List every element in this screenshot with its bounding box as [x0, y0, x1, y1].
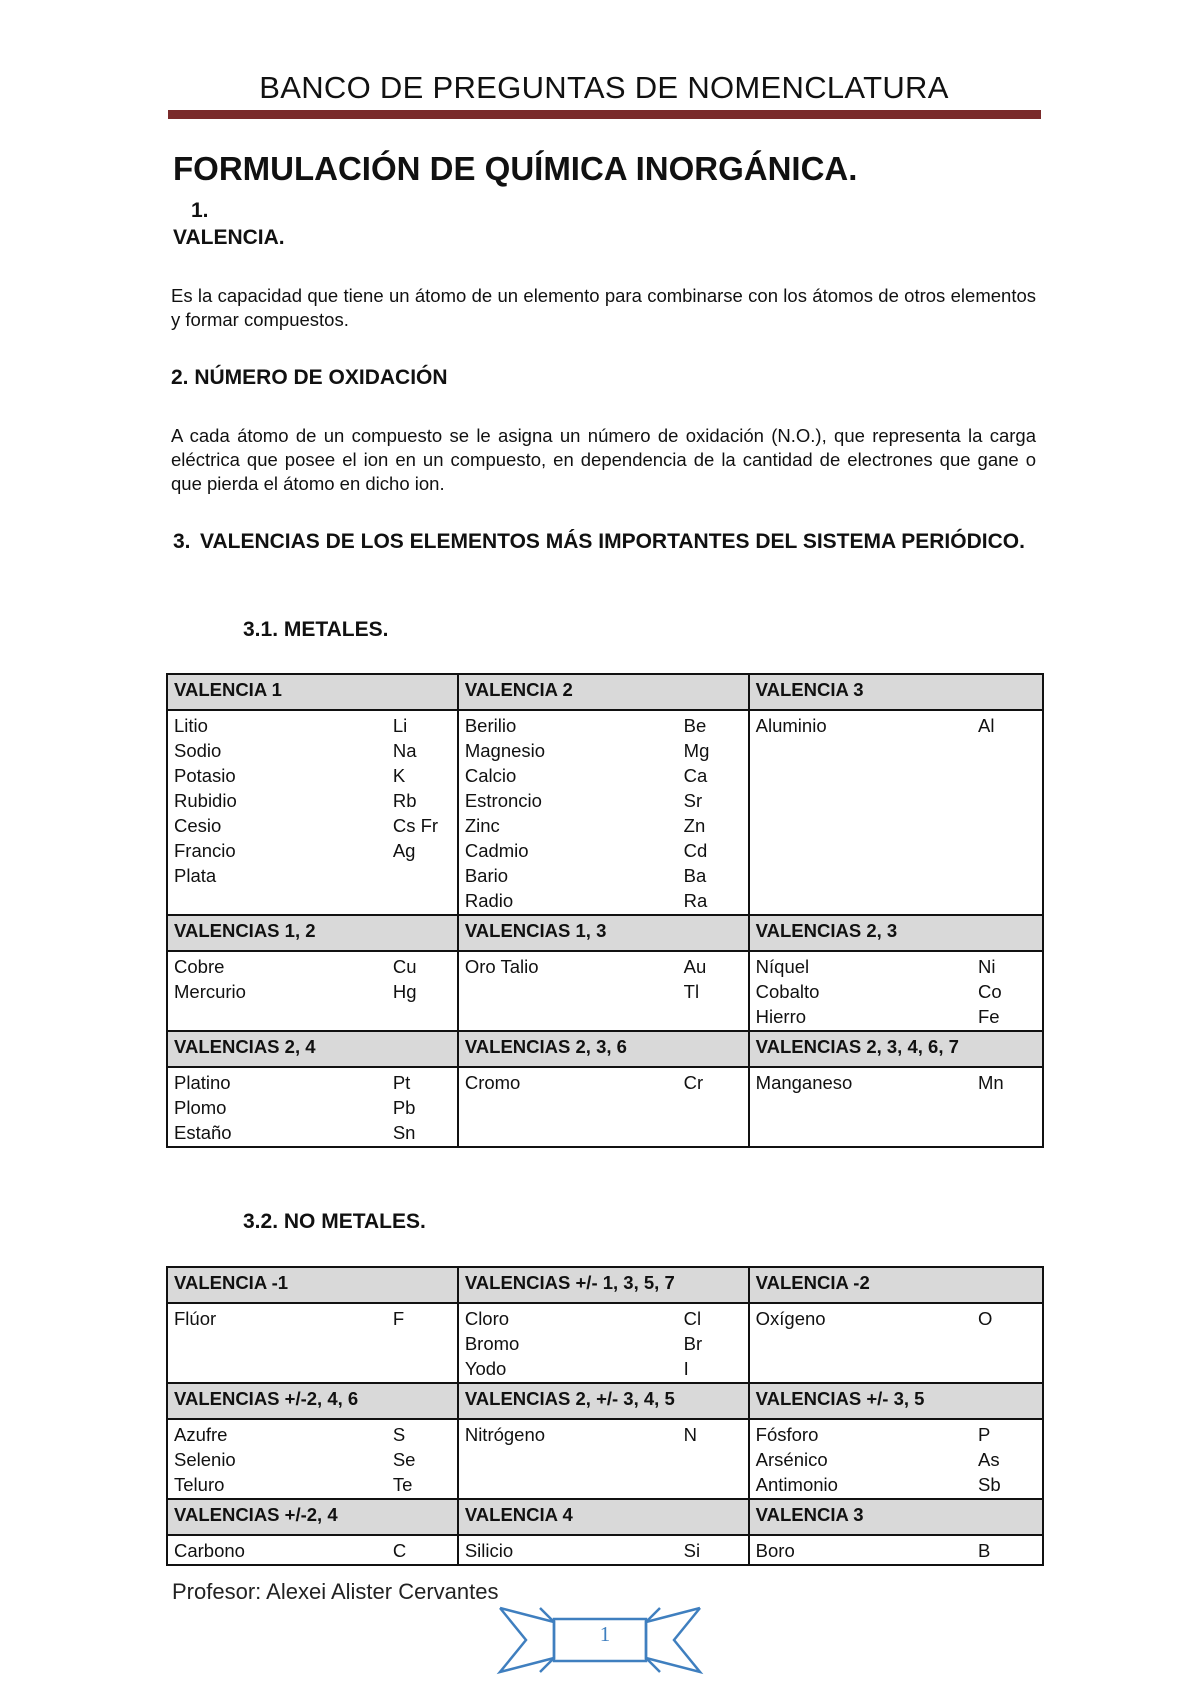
- metales-body-row: [167, 710, 1043, 915]
- element-symbol: K: [392, 765, 406, 786]
- element-symbol: B: [978, 1540, 991, 1561]
- element-name: Yodo: [464, 1358, 507, 1379]
- metales-group-cell: [749, 951, 1043, 1031]
- element-symbol: C: [392, 1540, 407, 1561]
- element-symbol: Cd: [683, 840, 708, 861]
- element-name: Berilio: [464, 715, 517, 736]
- element-symbol: Zn: [683, 815, 706, 836]
- element-entry: [465, 1538, 742, 1563]
- section-2-paragraph: A cada átomo de un compuesto se le asigna un número de oxidación (N.O.), que representa la carga eléctrica que posee el ion en un compuesto, en dependencia de la cantidad de electrones que gane o que pierda el átomo en dicho ion.: [171, 425, 1036, 494]
- metales-group-cell: [749, 1067, 1043, 1147]
- metales-group-cell: [167, 710, 458, 915]
- metales-body-row: [167, 1067, 1043, 1147]
- no-metales-group-cell: [458, 1419, 749, 1499]
- no-metales-group-cell: [458, 1535, 749, 1565]
- no-metales-group-title: VALENCIAS +/-2, 4: [167, 1499, 458, 1535]
- element-entry: [756, 979, 1036, 1004]
- element-symbol: Ni: [978, 956, 996, 977]
- section-3-number: 3.: [173, 530, 191, 553]
- element-name: Nitrógeno: [464, 1424, 546, 1445]
- element-symbol: Tl: [683, 981, 700, 1002]
- element-name: Cloro: [464, 1308, 510, 1329]
- element-name: Zinc: [464, 815, 500, 836]
- no-metales-body-row: [167, 1535, 1043, 1565]
- element-name: Oxígeno: [755, 1308, 826, 1329]
- element-entry: [465, 979, 742, 1004]
- element-entry: [174, 1070, 451, 1095]
- element-entry: [756, 1472, 1036, 1497]
- metales-group-title: VALENCIAS 2, 3, 6: [458, 1031, 749, 1067]
- metales-group-cell: [458, 710, 749, 915]
- no-metales-table: [166, 1266, 1044, 1566]
- section-2-heading: 2. NÚMERO DE OXIDACIÓN: [171, 366, 448, 389]
- metales-group-title: VALENCIAS 1, 2: [167, 915, 458, 951]
- element-symbol: Fe: [978, 1006, 1000, 1027]
- element-entry: [174, 838, 451, 863]
- element-entry: [174, 1447, 451, 1472]
- no-metales-header-row: [167, 1499, 1043, 1535]
- element-name: Oro Talio: [464, 956, 539, 977]
- metales-group-title: VALENCIAS 2, 4: [167, 1031, 458, 1067]
- element-name: Azufre: [174, 1424, 228, 1445]
- element-name: Sodio: [174, 740, 222, 761]
- metales-group-cell: [749, 710, 1043, 915]
- element-name: Estaño: [174, 1122, 232, 1143]
- element-entry: [174, 1422, 451, 1447]
- element-entry: [174, 738, 451, 763]
- metales-group-cell: [167, 1067, 458, 1147]
- no-metales-group-title: VALENCIAS +/- 1, 3, 5, 7: [458, 1267, 749, 1303]
- element-entry: [465, 1306, 742, 1331]
- element-entry: [174, 979, 451, 1004]
- element-entry: [465, 713, 742, 738]
- section-1-paragraph: Es la capacidad que tiene un átomo de un elemento para combinarse con los átomos de otros elementos y formar compuestos.: [171, 285, 1036, 330]
- element-name: Mercurio: [174, 981, 246, 1002]
- element-name: Flúor: [174, 1308, 217, 1329]
- element-entry: [465, 863, 742, 888]
- element-name: Potasio: [174, 765, 236, 786]
- element-name: Calcio: [464, 765, 517, 786]
- element-symbol: Br: [683, 1333, 703, 1354]
- element-name: Boro: [755, 1540, 795, 1561]
- element-entry: [465, 1070, 742, 1095]
- element-entry: [174, 713, 451, 738]
- element-name: Cobre: [174, 956, 225, 977]
- element-name: Níquel: [755, 956, 810, 977]
- element-entry: [465, 838, 742, 863]
- element-symbol: Te: [392, 1474, 413, 1495]
- element-name: Litio: [174, 715, 208, 736]
- element-entry: [465, 788, 742, 813]
- element-symbol: Cl: [683, 1308, 702, 1329]
- element-symbol: Al: [978, 715, 995, 736]
- element-symbol: Se: [392, 1449, 416, 1470]
- element-entry: [756, 713, 1036, 738]
- element-symbol: As: [978, 1449, 1000, 1470]
- element-entry: [174, 1538, 451, 1563]
- element-symbol: Li: [392, 715, 408, 736]
- element-symbol: O: [978, 1308, 993, 1329]
- element-entry: [174, 954, 451, 979]
- no-metales-body-row: [167, 1303, 1043, 1383]
- element-symbol: S: [392, 1424, 406, 1445]
- element-symbol: Be: [683, 715, 707, 736]
- no-metales-group-cell: [458, 1303, 749, 1383]
- no-metales-group-cell: [749, 1535, 1043, 1565]
- element-entry: [465, 738, 742, 763]
- element-symbol: Pb: [392, 1097, 416, 1118]
- element-name: Arsénico: [755, 1449, 828, 1470]
- element-name: Rubidio: [174, 790, 237, 811]
- element-name: Fósforo: [755, 1424, 819, 1445]
- no-metales-group-cell: [749, 1303, 1043, 1383]
- no-metales-group-cell: [167, 1303, 458, 1383]
- element-name: Hierro: [755, 1006, 807, 1027]
- element-entry: [465, 1331, 742, 1356]
- element-symbol: Sr: [683, 790, 703, 811]
- element-entry: [174, 1120, 451, 1145]
- element-entry: [465, 888, 742, 913]
- metales-heading: 3.1. METALES.: [243, 618, 389, 641]
- element-name: Bromo: [464, 1333, 520, 1354]
- element-symbol: Rb: [392, 790, 417, 811]
- section-3-heading: [173, 527, 1038, 557]
- element-name: Plomo: [174, 1097, 227, 1118]
- element-entry: [756, 1422, 1036, 1447]
- element-entry: [174, 1095, 451, 1120]
- element-entry: [756, 1004, 1036, 1029]
- no-metales-group-title: VALENCIAS 2, +/- 3, 4, 5: [458, 1383, 749, 1419]
- element-entry: [756, 1538, 1036, 1563]
- element-entry: [756, 1070, 1036, 1095]
- element-symbol: Sn: [392, 1122, 416, 1143]
- element-symbol: Cs Fr: [392, 815, 439, 836]
- element-symbol: Co: [978, 981, 1002, 1002]
- footer-professor: Profesor: Alexei Alister Cervantes: [172, 1579, 499, 1604]
- element-symbol: Ca: [683, 765, 708, 786]
- element-name: Cromo: [464, 1072, 521, 1093]
- metales-table: [166, 673, 1044, 1148]
- element-entry: [174, 1472, 451, 1497]
- element-name: Teluro: [174, 1474, 225, 1495]
- element-symbol: Si: [683, 1540, 701, 1561]
- element-name: Antimonio: [755, 1474, 838, 1495]
- element-entry: [756, 1306, 1036, 1331]
- element-name: Cadmio: [464, 840, 529, 861]
- element-symbol: Cu: [392, 956, 417, 977]
- element-symbol: Hg: [392, 981, 417, 1002]
- element-name: Francio: [174, 840, 236, 861]
- element-symbol: Sb: [978, 1474, 1001, 1495]
- page-header-title: BANCO DE PREGUNTAS DE NOMENCLATURA: [259, 70, 949, 105]
- metales-header-row: [167, 1031, 1043, 1067]
- element-name: Silicio: [464, 1540, 514, 1561]
- metales-group-title: VALENCIA 2: [458, 674, 749, 710]
- no-metales-group-title: VALENCIA -2: [749, 1267, 1043, 1303]
- element-symbol: Cr: [683, 1072, 704, 1093]
- no-metales-heading: 3.2. NO METALES.: [243, 1210, 426, 1233]
- element-name: Estroncio: [464, 790, 542, 811]
- no-metales-group-cell: [167, 1419, 458, 1499]
- element-symbol: I: [683, 1358, 689, 1379]
- metales-group-cell: [458, 951, 749, 1031]
- page-number: 1: [599, 1622, 611, 1646]
- element-entry: [465, 1422, 742, 1447]
- element-symbol: Mg: [683, 740, 710, 761]
- element-entry: [465, 1356, 742, 1381]
- no-metales-header-row: [167, 1267, 1043, 1303]
- metales-group-title: VALENCIAS 1, 3: [458, 915, 749, 951]
- element-symbol: Ra: [683, 890, 708, 911]
- element-symbol: Au: [683, 956, 707, 977]
- metales-body-row: [167, 951, 1043, 1031]
- no-metales-group-cell: [167, 1535, 458, 1565]
- no-metales-body-row: [167, 1419, 1043, 1499]
- element-entry: [756, 1447, 1036, 1472]
- element-entry: [465, 954, 742, 979]
- element-symbol: Na: [392, 740, 417, 761]
- element-entry: [756, 954, 1036, 979]
- element-name: Magnesio: [464, 740, 546, 761]
- element-entry: [174, 788, 451, 813]
- element-name: Cobalto: [755, 981, 820, 1002]
- element-symbol: N: [683, 1424, 698, 1445]
- element-entry: [174, 863, 451, 888]
- element-entry: [465, 763, 742, 788]
- no-metales-group-cell: [749, 1419, 1043, 1499]
- no-metales-group-title: VALENCIAS +/- 3, 5: [749, 1383, 1043, 1419]
- element-entry: [174, 1306, 451, 1331]
- element-symbol: P: [978, 1424, 991, 1445]
- element-entry: [174, 813, 451, 838]
- element-name: Platino: [174, 1072, 231, 1093]
- element-symbol: Ba: [683, 865, 707, 886]
- element-name: Cesio: [174, 815, 222, 836]
- metales-group-title: VALENCIAS 2, 3, 4, 6, 7: [749, 1031, 1043, 1067]
- element-symbol: F: [392, 1308, 405, 1329]
- element-name: Manganeso: [755, 1072, 853, 1093]
- element-name: Bario: [464, 865, 509, 886]
- element-name: Selenio: [174, 1449, 236, 1470]
- no-metales-group-title: VALENCIA 4: [458, 1499, 749, 1535]
- section-1-heading: VALENCIA.: [173, 226, 285, 249]
- metales-group-cell: [458, 1067, 749, 1147]
- metales-header-row: [167, 915, 1043, 951]
- no-metales-header-row: [167, 1383, 1043, 1419]
- header-rule: [168, 110, 1041, 119]
- element-symbol: Mn: [978, 1072, 1004, 1093]
- no-metales-group-title: VALENCIAS +/-2, 4, 6: [167, 1383, 458, 1419]
- element-symbol: [393, 863, 451, 888]
- element-entry: [465, 813, 742, 838]
- element-name: Plata: [174, 865, 217, 886]
- section-3-title: VALENCIAS DE LOS ELEMENTOS MÁS IMPORTANTES DEL SISTEMA PERIÓDICO.: [200, 530, 1025, 553]
- element-entry: [174, 763, 451, 788]
- metales-group-cell: [167, 951, 458, 1031]
- no-metales-group-title: VALENCIA -1: [167, 1267, 458, 1303]
- element-name: Carbono: [174, 1540, 245, 1561]
- no-metales-group-title: VALENCIA 3: [749, 1499, 1043, 1535]
- metales-header-row: [167, 674, 1043, 710]
- element-symbol: Ag: [392, 840, 416, 861]
- section-1-number: 1.: [191, 199, 209, 222]
- metales-group-title: VALENCIAS 2, 3: [749, 915, 1043, 951]
- element-symbol: Pt: [392, 1072, 411, 1093]
- document-title: FORMULACIÓN DE QUÍMICA INORGÁNICA.: [173, 150, 858, 187]
- metales-group-title: VALENCIA 3: [749, 674, 1043, 710]
- element-name: Radio: [464, 890, 514, 911]
- metales-group-title: VALENCIA 1: [167, 674, 458, 710]
- element-name: Aluminio: [755, 715, 827, 736]
